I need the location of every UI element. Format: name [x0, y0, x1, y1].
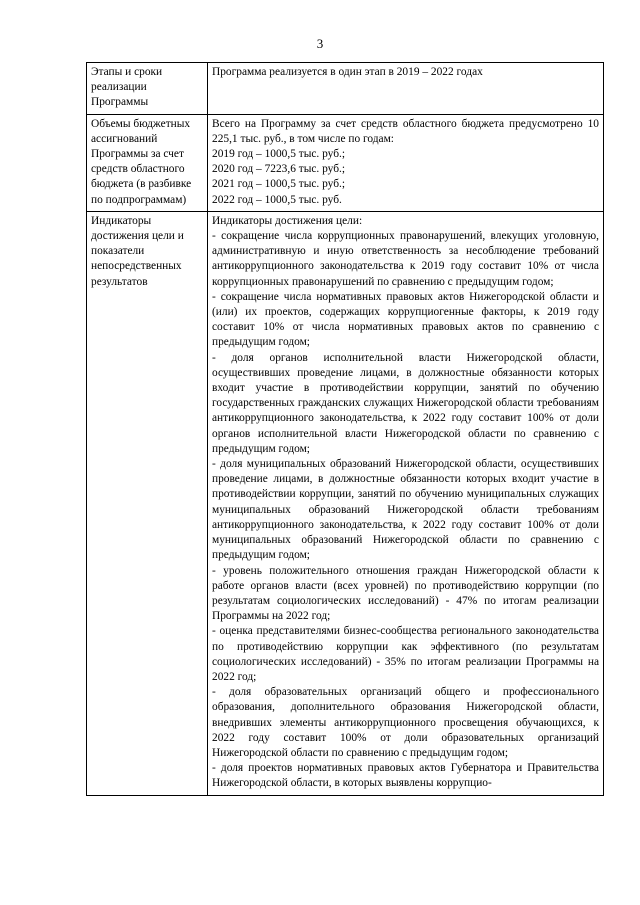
content-line: 2020 год – 7223,6 тыс. руб.;: [212, 163, 346, 176]
row-label-stages: Этапы и сроки реализации Программы: [87, 63, 208, 115]
content-line: Программа реализуется в один этап в 2019 – 2022 годах: [212, 66, 483, 78]
content-line: - доля органов исполнительной власти Нижегородской области, осуществивших проведение лицами, в должностные обязанности которых входит участие в противодействии коррупции, занятий по обучению государственных гражданских служащих Нижегородской области требованиям антикоррупционного законодательства, к 2022 году составит 100% от доли органов исполнительной власти Нижегородской области по сравнению с предыдущим годом;: [212, 351, 599, 455]
content-line: - доля образовательных организаций общего и профессионального образования, дополнительного образования Нижегородской области, внедривших элементы антикоррупционного просвещения обучающихся, к 2022 году составит 100% от доли образовательных организаций Нижегородской области по сравнению с предыдущим годом;: [212, 686, 599, 759]
row-label-budget: Объемы бюджетных ассигнований Программы за счет средств областного бюджета (в разбивке по подпрограммам): [87, 114, 208, 211]
content-line: - оценка представителями бизнес-сообщества регионального законодательства по противодействию коррупции как эффективного (по результатам социологических исследований) - 35% по итогам реализации Программы на 2022 год;: [212, 625, 599, 683]
content-line: - сокращение числа коррупционных правонарушений, влекущих уголовную, административную и иную ответственность за несоблюдение требований антикоррупционного законодательства к 2019 году составит 10% от числа коррупционных правонарушений по сравнению с предыдущим годом;: [212, 230, 599, 288]
content-line: 2021 год – 1000,5 тыс. руб.;: [212, 178, 346, 191]
row-content-indicators: [208, 211, 604, 795]
content-line: Индикаторы достижения цели:: [212, 214, 363, 227]
content-line: 2022 год – 1000,5 тыс. руб.: [212, 193, 342, 206]
content-line: - доля муниципальных образований Нижегородской области, осуществивших проведение лицами, в должностные обязанности которых входит участие в противодействии коррупции, занятий по обучению муниципальных служащих муниципальных образований Нижегородской области требованиям антикоррупционного законодательства, к 2022 году составит 100% от доли муниципальных образований Нижегородской области по сравнению с предыдущим годом;: [212, 458, 599, 562]
content-line: 2019 год – 1000,5 тыс. руб.;: [212, 148, 346, 161]
content-line: - сокращение числа нормативных правовых актов Нижегородской области и (или) их проектов, содержащих коррупциогенные факторы, к 2019 году составит 10% от числа нормативных правовых актов по сравнению с предыдущим годом;: [212, 290, 599, 349]
row-label-indicators: Индикаторы достижения цели и показатели непосредственных результатов: [87, 211, 208, 795]
table-row-indicators: [87, 211, 604, 795]
content-line: - уровень положительного отношения граждан Нижегородской области к работе органов власти (всех уровней) по противодействию коррупции (по результатам социологических исследований) - 47% по итогам реализации Программы на 2022 год;: [212, 564, 599, 623]
program-passport-table: [86, 62, 604, 796]
row-content-budget: [208, 114, 604, 211]
table-row-stages: [87, 63, 604, 115]
row-content-stages: [208, 63, 604, 115]
table-row-budget: [87, 114, 604, 211]
content-line: Всего на Программу за счет средств областного бюджета предусмотрено 10 225,1 тыс. руб., в том числе по годам:: [212, 117, 599, 145]
page-number: 3: [316, 36, 324, 51]
content-line: - доля проектов нормативных правовых актов Губернатора и Правительства Нижегородской области, в которых выявлены коррупцио-: [212, 762, 599, 790]
